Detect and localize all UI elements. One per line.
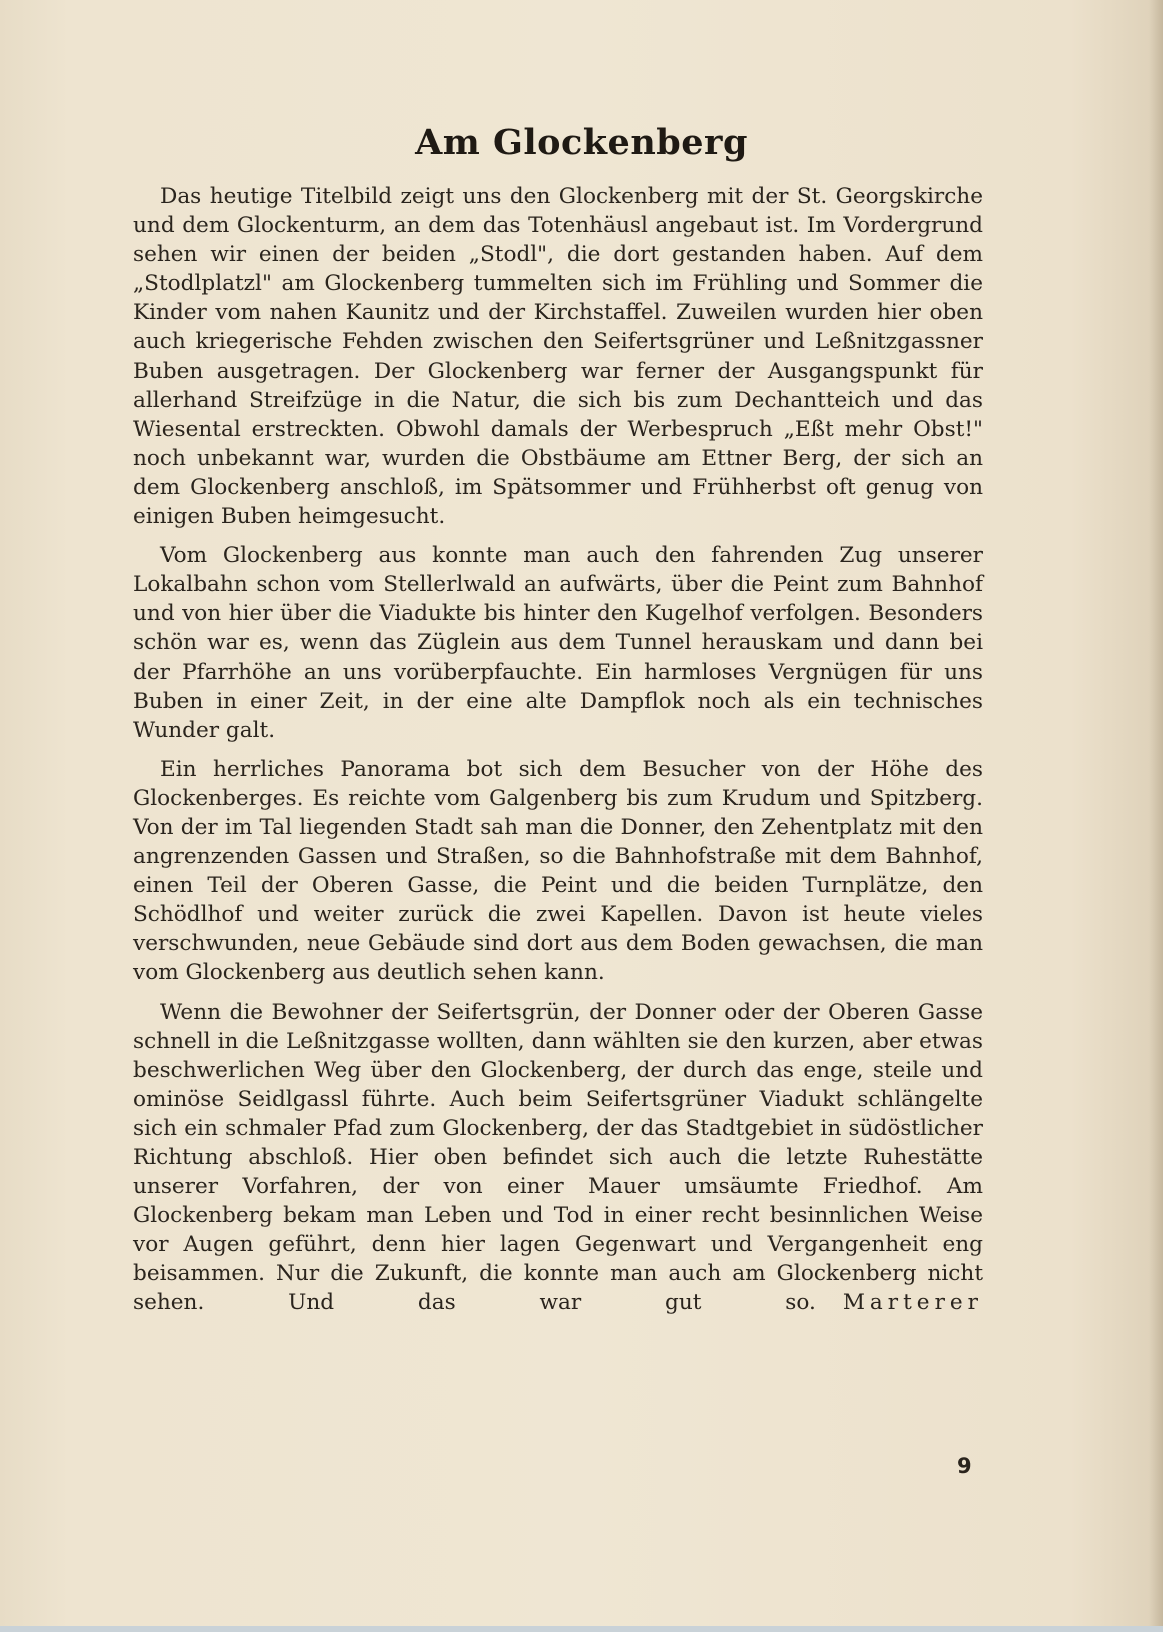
paragraph-4	[133, 998, 983, 1347]
article-title: Am Glockenberg	[415, 122, 748, 163]
paragraph-2: Vom Glockenberg aus konnte man auch den fahrenden Zug unserer Lokalbahn schon vom Stellerlwald an aufwärts, über die Peint zum Bahnhof und von hier über die Viadukte bis hinter den Kugelhof verfolgen. Besonders schön war es, wenn das Züglein aus dem Tunnel herauskam und dann bei der Pfarrhöhe an uns vorüberpfauchte. Ein harmloses Vergnügen für uns Buben in einer Zeit, in der eine alte Dampflok noch als ein technisches Wunder galt.	[133, 543, 983, 743]
paragraph-3: Ein herrliches Panorama bot sich dem Besucher von der Höhe des Glockenberges. Es reichte vom Galgenberg bis zum Krudum und Spitzberg. Von der im Tal liegenden Stadt sah man die Donner, den Zehentplatz mit den angrenzenden Gassen und Straßen, so die Bahnhofstraße mit dem Bahnhof, einen Teil der Oberen Gasse, die Peint und die beiden Turnplätze, den Schödlhof und weiter zurück die zwei Kapellen. Davon ist heute vieles verschwunden, neue Gebäude sind dort aus dem Boden gewachsen, die man vom Glockenberg aus deutlich sehen kann.	[133, 756, 983, 986]
scan-bottom-edge	[0, 1626, 1163, 1632]
page-edge-shadow	[1149, 0, 1163, 1632]
author-signature: Marterer	[842, 1290, 983, 1316]
paragraph-4-text: Wenn die Bewohner der Seifertsgrün, der Donner oder der Oberen Gasse schnell in die Leßnitzgasse wollten, dann wählten sie den kurzen, aber etwas beschwerlichen Weg über den Glockenberg, der durch das enge, steile und ominöse Seidlgassl führte. Auch beim Seifertsgrüner Viadukt schlängelte sich ein schmaler Pfad zum Glockenberg, der das Stadtgebiet in südöstlicher Richtung abschloß. Hier oben befindet sich auch die letzte Ruhestätte unserer Vorfahren, der von einer Mauer umsäumte Friedhof. Am Glockenberg bekam man Leben und Tod in einer recht besinnlichen Weise vor Augen geführt, denn hier lagen Gegenwart und Vergangenheit eng beisammen. Nur die Zukunft, die konnte man auch am Glockenberg nicht sehen. Und das war gut so.	[133, 999, 983, 1316]
paragraph-1: Das heutige Titelbild zeigt uns den Glockenberg mit der St. Georgskirche und dem Glockenturm, an dem das Totenhäusl angebaut ist. Im Vordergrund sehen wir einen der beiden „Stodl", die dort gestanden haben. Auf dem „Stodlplatzl" am Glockenberg tummelten sich im Frühling und Sommer die Kinder vom nahen Kaunitz und der Kirchstaffel. Zuweilen wurden hier oben auch kriegerische Fehden zwischen den Seifertsgrüner und Leßnitzgassner Buben ausgetragen. Der Glockenberg war ferner der Ausgangspunkt für allerhand Streifzüge in die Natur, die sich bis zum Dechantteich und das Wiesental erstreckten. Obwohl damals der Werbespruch „Eßt mehr Obst!" noch unbekannt war, wurden die Obstbäume am Ettner Berg, der sich an dem Glockenberg anschloß, im Spätsommer und Frühherbst oft genug von einigen Buben heimgesucht.	[133, 184, 983, 530]
article-body	[133, 182, 983, 1347]
page-number: 9	[957, 1454, 972, 1478]
